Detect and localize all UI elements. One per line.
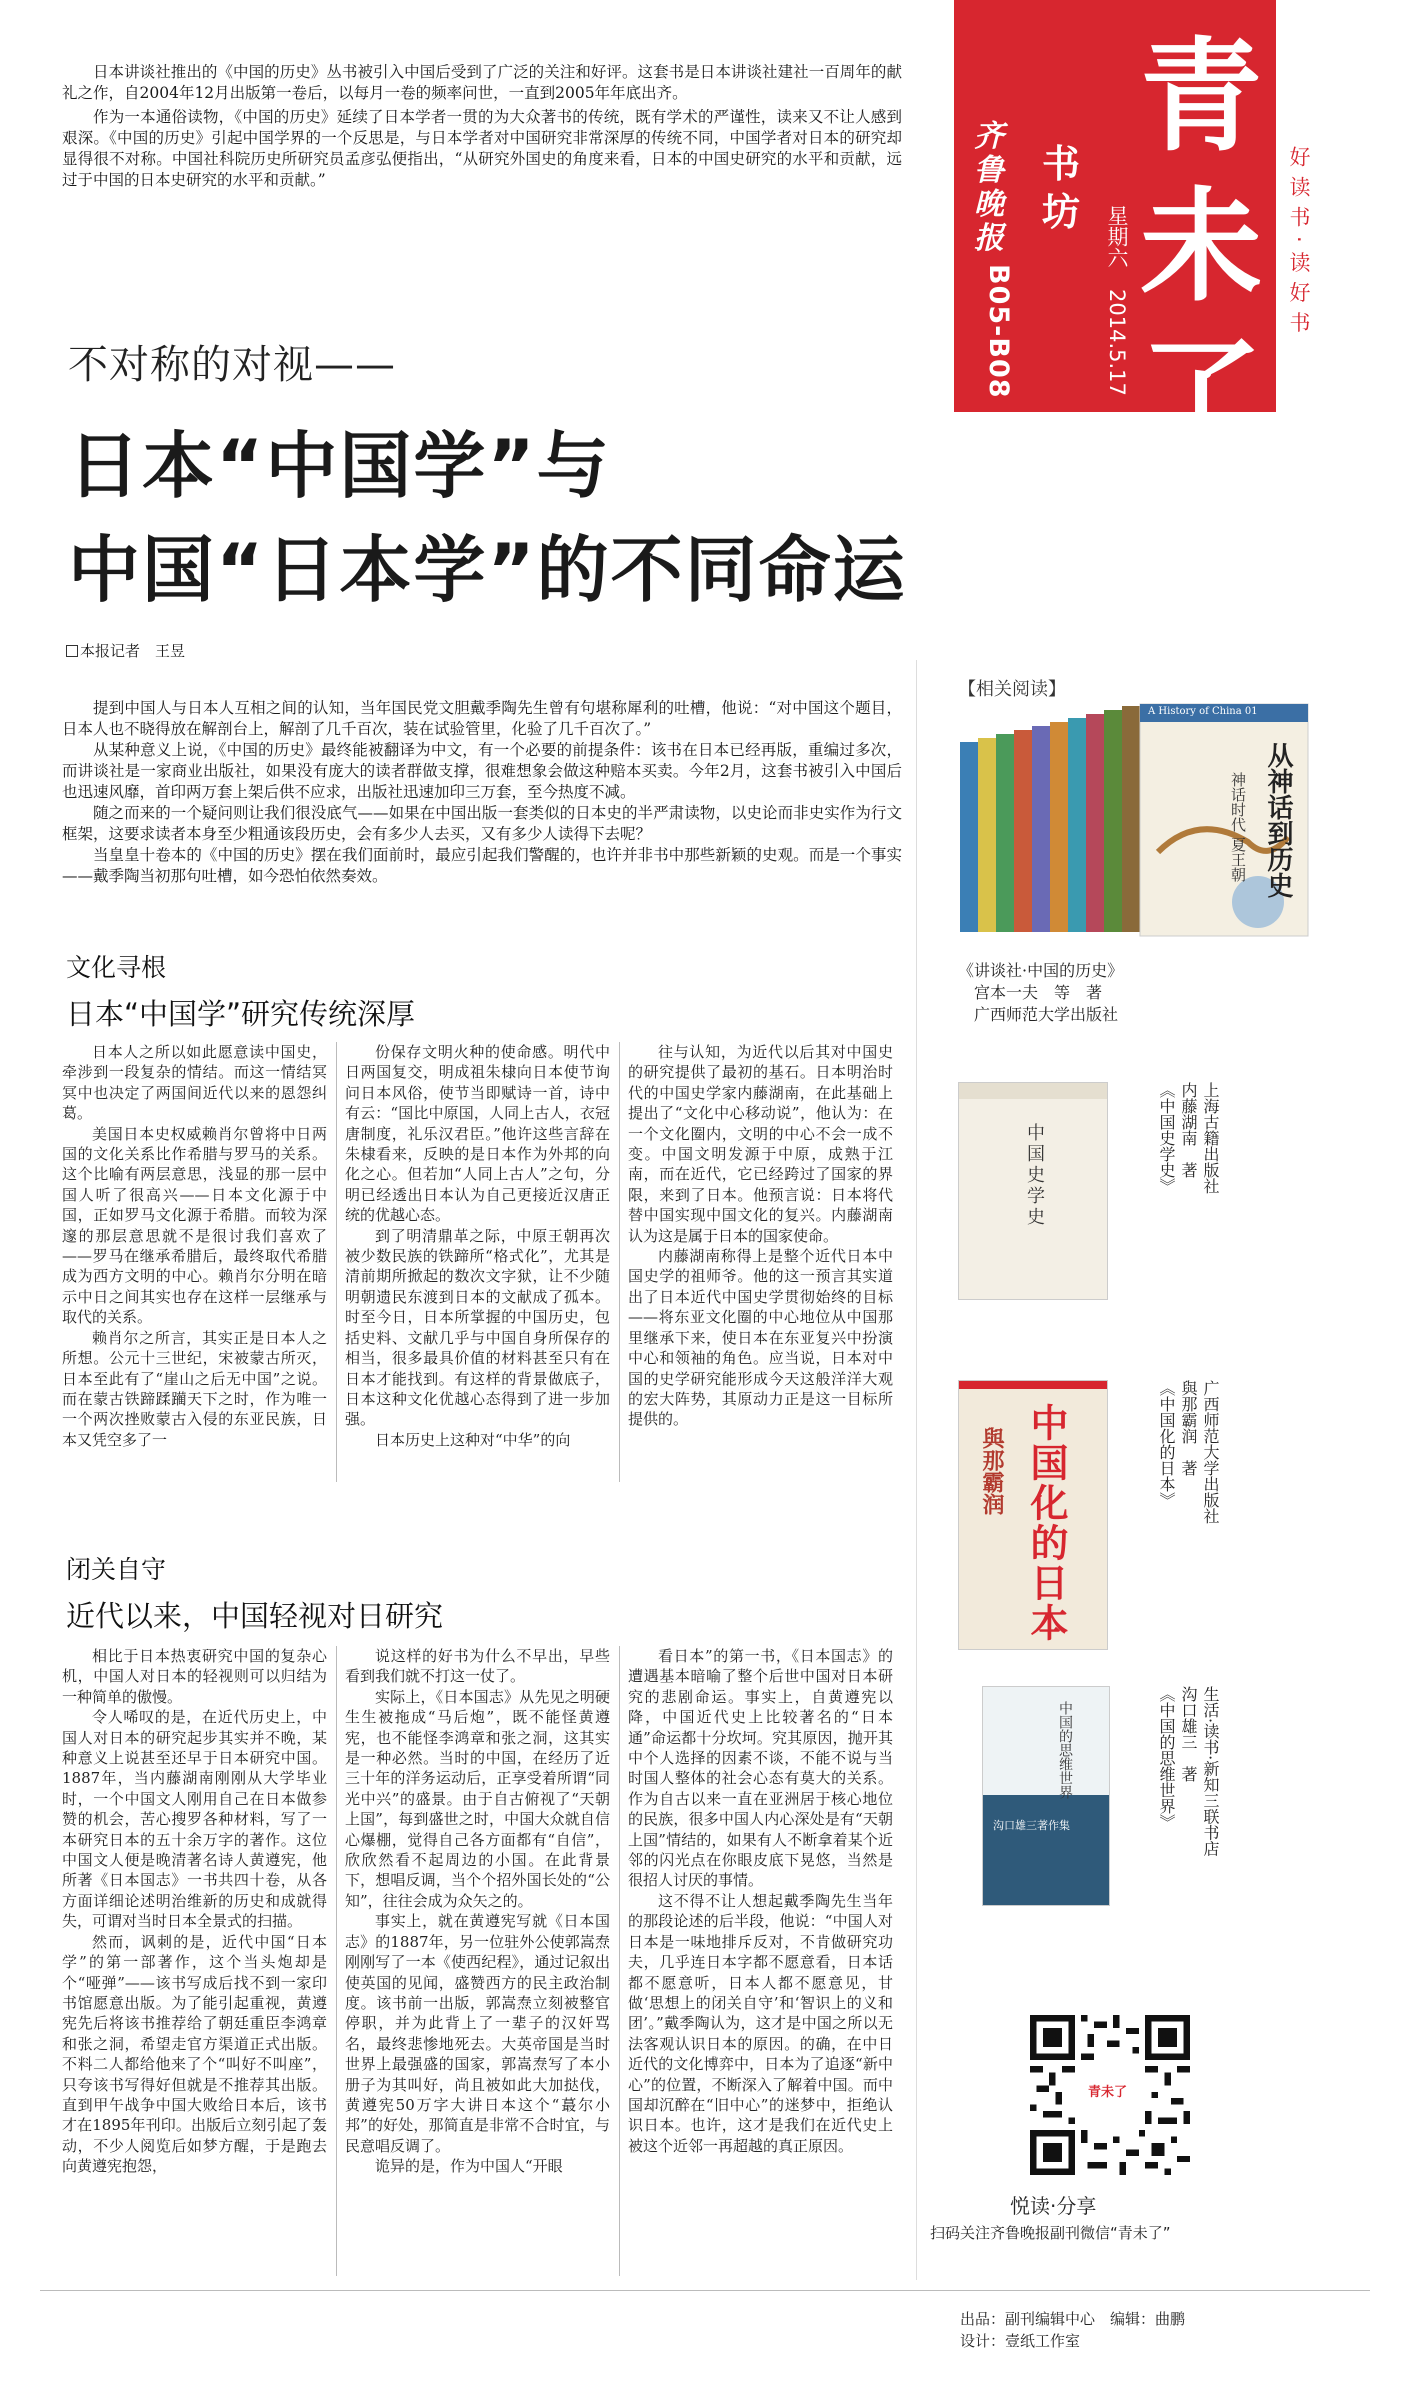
book1-cover-title: 从神话到历史 — [1263, 742, 1293, 898]
section1-column-3 — [628, 1042, 893, 1430]
footer-credits — [960, 2308, 1185, 2352]
book1-caption — [958, 960, 1123, 1026]
wechat-qr-code[interactable] — [1030, 2015, 1190, 2175]
book1-title: 《讲谈社·中国的历史》 — [958, 961, 1124, 980]
book4-cover-band — [983, 1795, 1110, 1906]
lead-paragraph: 从某种意义上说，《中国的历史》最终能被翻译为中文，有一个必要的前提条件：该书在日本已经再版，重编过多次，而讲谈社是一家商业出版社，如果没有庞大的读者群做支撑，很难想象会做这种赔本买卖。今年2月，这套书被引入中国后也迅速风靡，首印两万套上架后供不应求，出版社迅速加印三万套，至今热度不减。 — [62, 741, 902, 801]
footer-divider — [40, 2290, 1370, 2291]
byline-box-icon — [66, 645, 78, 657]
share-label: 悦读·分享 — [1010, 2194, 1097, 2218]
book2-author: 内藤湖南 著 — [1179, 1082, 1198, 1178]
intro-paragraph: 作为一本通俗读物，《中国的历史》延续了日本学者一贯的为大众著书的传统，既有学术的严谨性，读来又不让人感到艰深。《中国的历史》引起中国学界的一个反思是，与日本学者对中国研究非常深厚的传统不同，中国学者对日本的研究却显得很不对称。中国社科院历史所研究员孟彦弘便指出，“从研究外国史的角度来看，日本的中国史研究的水平和贡献，远过于中国的日本史研究的水平和贡献。” — [62, 108, 902, 189]
footer-line: 出品：副刊编辑中心 编辑：曲鹏 — [960, 2310, 1186, 2328]
headline-sub: 不对称的对视—— — [68, 342, 396, 388]
paragraph: 事实上，就在黄遵宪写就《日本国志》的1887年，另一位驻外公使郭嵩焘刚刚写了一本《使西纪程》，通过记叙出使英国的见闻，盛赞西方的民主政治制度。该书前一出版，郭嵩焘立刻被整官停职，并为此背上了一辈子的汉奸骂名，最终悲惨地死去。大英帝国是当时世界上最强盛的国家，郭嵩焘写了本小册子为其叫好，尚且被如此大加挞伐，黄遵宪50万字大讲日本这个“蕞尔小邦”的好处，那简直是非常不合时宜，与民意唱反调了。 — [345, 1912, 610, 2155]
column-divider — [619, 1042, 620, 1482]
related-reading-label: 【相关阅读】 — [958, 679, 1066, 700]
column-divider — [336, 1646, 337, 2276]
paragraph: 往与认知，为近代以后其对中国史的研究提供了最初的基石。日本明治时代的中国史学家内藤湖南，在此基础上提出了“文化中心移动说”，他认为：在一个文化圈内，文明的中心不会一成不变。中国文明发源于中原，成熟于江南，而在近代，它已经跨过了国家的界限，来到了日本。他预言说：日本将代替中国实现中国文化的复兴。内藤湖南认为这是属于日本的国家使命。 — [628, 1043, 893, 1245]
book1-publisher: 广西师范大学出版社 — [974, 1005, 1119, 1024]
paragraph: 然而，讽刺的是，近代中国“日本学”的第一部著作，这个当头炮却是个“哑弹”——该书写成后找不到一家印书馆愿意出版。为了能引起重视，黄遵宪先后将该书推荐给了朝廷重臣李鸿章和张之洞，希望走官方渠道正式出版。不料二人都给他来了个“叫好不叫座”，只夸该书写得好但就是不推荐其出版。直到甲午战争中国大败给日本后，该书才在1895年刊印。出版后立刻引起了轰动，不少人阅览后如梦方醒，于是跑去向黄遵宪抱怨， — [62, 1932, 327, 2176]
footer-line: 设计：壹纸工作室 — [960, 2332, 1081, 2350]
paragraph: 看日本”的第一书，《日本国志》的遭遇基本暗喻了整个后世中国对日本研究的悲剧命运。事实上，自黄遵宪以降，中国近代史上比较著名的“日本通”命运都十分坎坷。究其原因，抛开其中个人选择的因素不谈，不能不说与当时国人整体的社会心态有莫大的关系。作为自古以来一直在亚洲居于核心地位的民族，很多中国人内心深处是有“天朝上国”情结的，如果有人不断拿着某个近邻的闪光点在你眼皮底下晃悠，当然是很招人讨厌的事情。 — [628, 1647, 893, 1890]
paragraph: 内藤湖南称得上是整个近代日本中国史学的祖师爷。他的这一预言其实道出了日本近代中国史学贯彻始终的目标——将东亚文化圈的中心地位从中国那里继承下来，使日本在东亚复兴中扮演中心和领袖的角色。应当说，日本对中国的史学研究能形成今天这般洋洋大观的宏大阵势，其原动力正是这一目标所提供的。 — [628, 1247, 893, 1429]
intro-paragraph: 日本讲谈社推出的《中国的历史》丛书被引入中国后受到了广泛的关注和好评。这套书是日本讲谈社建社一百周年的献礼之作，自2004年12月出版第一卷后，以每月一卷的频率问世，一直到2005年年底出齐。 — [62, 63, 902, 102]
book2-cover-band — [959, 1083, 1108, 1099]
section2-column-1 — [62, 1646, 327, 2177]
paragraph: 诡异的是，作为中国人“开眼 — [375, 2157, 563, 2176]
paragraph: 相比于日本热衷研究中国的复杂心机，中国人对日本的轻视则可以归结为一种简单的傲慢。 — [62, 1647, 327, 1706]
byline — [66, 640, 185, 661]
date: 2014.5.17 — [1105, 289, 1129, 396]
column-title: 青未了 — [1140, 26, 1262, 468]
book4-author: 沟口雄三 著 — [1179, 1686, 1198, 1782]
section2-title: 闭关自守 — [66, 1555, 167, 1584]
headline-line-1: 日本“中国学”与 — [68, 424, 611, 508]
scan-instruction: 扫码关注齐鲁晚报副刊微信“青未了” — [930, 2224, 1171, 2242]
headline-line-2: 中国“日本学”的不同命运 — [68, 528, 907, 612]
section1-column-1 — [62, 1042, 327, 1450]
paragraph: 实际上，《日本国志》从先见之明硬生生被拖成“马后炮”，既不能怪黄遵宪，也不能怪李鸿章和张之洞，这其实是一种必然。当时的中国，在经历了近三十年的洋务运动后，正享受着所谓“同光中兴”的盛景。由于自古俯视了“天朝上国”，每到盛世之时，中国大众就自信心爆棚，觉得自己各方面都有“自信”，欣欣然看不起周边的小国。在此背景下，想唱反调，当个个招外国长处的“公知”，往往会成为众矢之的。 — [345, 1687, 610, 1910]
paragraph: 说这样的好书为什么不早出，早些看到我们就不打这一仗了。 — [345, 1647, 610, 1686]
book2-title: 《中国史学史》 — [1157, 1082, 1176, 1194]
book3-cover-title: 中国化的日本 — [1024, 1403, 1069, 1643]
intro-text — [62, 62, 902, 194]
newspaper-logo: 齐鲁晚报 — [974, 119, 1004, 256]
issue-date — [1102, 205, 1132, 396]
book4-publisher: 生活·读书·新知三联书店 — [1201, 1686, 1220, 1857]
slogan: 好读书·读好书 — [1287, 146, 1311, 342]
paragraph: 令人唏叹的是，在近代历史上，中国人对日本的研究起步其实并不晚，某种意义上说甚至还早于日本研究中国。1887年，当内藤湖南刚刚从大学毕业时，一个中国文人刚用自己在日本做参赞的机会，苦心搜罗各种材料，写了一本研究日本的五十余万字的著作。这位中国文人便是晚清著名诗人黄遵宪，他所著《日本国志》一书共四十卷，从各方面详细论述明治维新的历史和成就得失，可谓对当时日本全景式的扫描。 — [62, 1708, 327, 1931]
paragraph: 日本人之所以如此愿意读中国史，牵涉到一段复杂的情结。而这一情结冥冥中也决定了两国间近代以来的恩怨纠葛。 — [62, 1043, 327, 1123]
book1-author: 宫本一夫 等 著 — [974, 983, 1103, 1002]
section2-column-2 — [345, 1646, 610, 2177]
lead-paragraph: 当皇皇十卷本的《中国的历史》摆在我们面前时，最应引起我们警醒的，也许并非书中那些新颖的史观。而是一个事实——戴季陶当初那句吐槽，如今恐怕依然奏效。 — [62, 846, 902, 885]
lead-paragraph: 提到中国人与日本人互相之间的认知，当年国民党文胆戴季陶先生曾有句堪称犀利的吐槽，他说：“对中国这个题目，日本人也不晓得放在解剖台上，解剖了几千百次，装在试验管里，化验了几千百次了。” — [62, 699, 902, 738]
section1-title: 文化寻根 — [66, 953, 167, 982]
paragraph: 到了明清鼎革之际，中原王朝再次被少数民族的铁蹄所“格式化”，尤其是清前期所掀起的数次文字狱，让不少随明朝遗民东渡到日本的文献成了孤本。时至今日，日本所掌握的中国历史，包括史料、文献几乎与中国自身所保存的相当，很多最具价值的材料甚至只有在日本才能找到。有这样的背景做底子，日本这种文化优越心态得到了进一步加强。 — [345, 1226, 610, 1429]
book1-cover — [958, 702, 1310, 942]
column-divider — [336, 1042, 337, 1482]
page-code: B05-B08 — [983, 264, 1014, 399]
book4-cover — [982, 1686, 1110, 1906]
section2-subtitle: 近代以来，中国轻视对日研究 — [66, 1599, 444, 1633]
paragraph: 日本历史上这种对“中华”的向 — [375, 1430, 571, 1449]
book3-cover-author: 與那霸润 — [979, 1427, 1005, 1515]
book2-cover-title: 中国史学史 — [1024, 1123, 1045, 1228]
paragraph: 赖肖尔之所言，其实正是日本人之所想。公元十三世纪，宋被蒙古所灭，日本至此有了“崖山之后无中国”之说。而在蒙古铁蹄蹂躏天下之时，作为唯一一个两次挫败蒙古入侵的东亚民族，日本又凭空多了一 — [62, 1328, 327, 1449]
book1-cover-sub: 神话时代 夏王朝 — [1229, 772, 1247, 882]
sidebar-divider — [916, 660, 917, 2280]
lead-paragraph: 随之而来的一个疑问则让我们很没底气——如果在中国出版一套类似的日本史的半严肃读物，以史论而非史实作为行文框架，这要求读者本身至少粗通该段历史，会有多少人去买，又有多少人读得下去呢？ — [62, 804, 902, 843]
book2-cover — [958, 1082, 1108, 1300]
book4-cover-series: 沟口雄三著作集 — [993, 1819, 1070, 1832]
book-set-illustration — [958, 702, 1310, 942]
byline-text: 本报记者 王昱 — [80, 642, 186, 660]
section1-subtitle: 日本“中国学”研究传统深厚 — [66, 997, 416, 1031]
paragraph: 美国日本史权威赖肖尔曾将中日两国的文化关系比作希腊与罗马的关系。这个比喻有两层意思，浅显的那一层中国人听了很高兴——日本文化源于中国，正如罗马文化源于希腊。而较为深邃的那层意思就不是很讨我们喜欢了——罗马在继承希腊后，最终取代希腊成为西方文明的中心。赖肖尔分明在暗示中日之间其实也存在这样一层继承与取代的关系。 — [62, 1124, 327, 1327]
section-name: 书坊 — [1042, 142, 1081, 234]
book-spines — [960, 706, 1140, 932]
book3-publisher: 广西师范大学出版社 — [1201, 1380, 1220, 1524]
section2-column-3 — [628, 1646, 893, 2156]
book3-cover-band — [959, 1381, 1108, 1389]
qr-center-label: 青未了 — [1088, 2085, 1128, 2100]
section1-column-2 — [345, 1042, 610, 1450]
lead-text — [62, 698, 902, 887]
masthead — [954, 0, 1276, 468]
paragraph: 份保存文明火种的使命感。明代中日两国复交，明成祖朱棣向日本使节询问日本风俗，使节当即赋诗一首，诗中有云：“国比中原国，人同上古人，衣冠唐制度，礼乐汉君臣。”他许这些言辞在朱棣看来，反映的是日本作为外邦的向化之心。但若加“人同上古人”之句，分明已经透出日本认为自己更接近汉唐正统的优越心态。 — [345, 1043, 610, 1225]
column-divider — [619, 1646, 620, 2276]
book2-publisher: 上海古籍出版社 — [1201, 1082, 1220, 1194]
book4-cover-title: 中国的思维世界 — [1057, 1701, 1073, 1799]
book3-author: 與那霸润 著 — [1179, 1380, 1198, 1476]
weekday: 星期六 — [1105, 205, 1129, 268]
paragraph: 这不得不让人想起戴季陶先生当年的那段论述的后半段，他说：“中国人对日本是一味地排斥反对，不肯做研究功夫，几乎连日本字都不愿意看，日本话都不愿意听，日本人都不愿意见，甘做‘思想上的闭关自守’和‘智识上的义和团’。”戴季陶认为，这才是中国之所以无法客观认识日本的原因。的确，在中日近代的文化博弈中，日本为了追逐“新中心”的位置，不断深入了解着中国。而中国却沉醉在“旧中心”的迷梦中，拒绝认识日本。也许，这才是我们在近代史上被这个近邻一再超越的真正原因。 — [628, 1891, 893, 2155]
book1-cover-en: A History of China 01 — [1148, 706, 1258, 717]
book3-cover — [958, 1380, 1108, 1650]
book4-title: 《中国的思维世界》 — [1157, 1686, 1176, 1830]
book3-title: 《中国化的日本》 — [1157, 1380, 1176, 1508]
